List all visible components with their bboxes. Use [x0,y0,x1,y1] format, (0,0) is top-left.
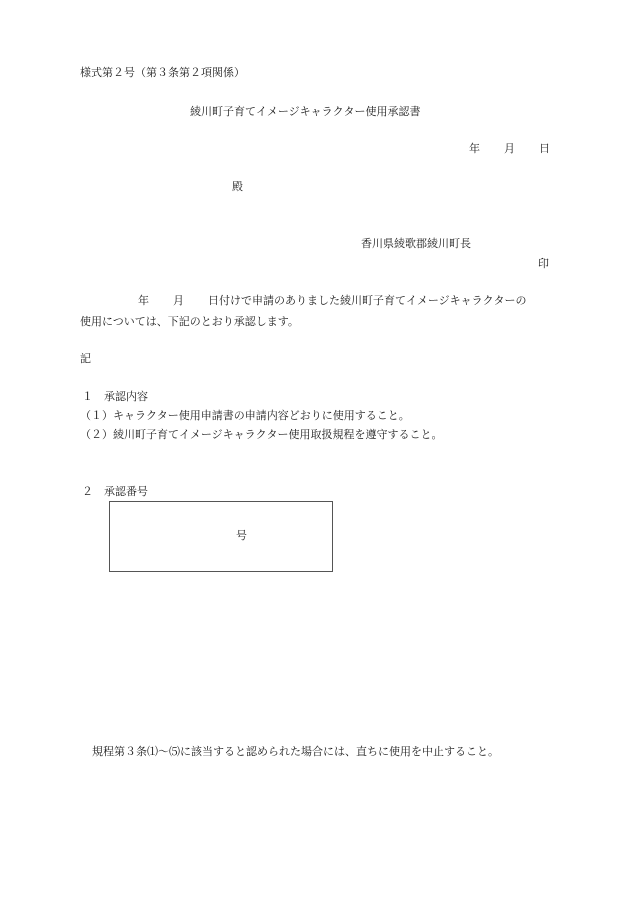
approval-number-box [109,501,333,572]
seal-mark: 印 [538,257,549,270]
issuer-name: 香川県綾歌郡綾川町長 [361,237,471,250]
section1-heading: １ 承認内容 [82,390,148,403]
section2-heading: ２ 承認番号 [82,485,148,498]
section1-item-1: （１）キャラクター使用申請書の申請内容どおりに使用すること。 [80,409,410,422]
document-title: 綾川町子育てイメージキャラクター使用承認書 [190,105,421,118]
footer-note: 規程第３条⑴～⑸に該当すると認められた場合には、直ちに使用を中止すること。 [92,745,499,758]
body-line1: 日付けで申請のありました綾川町子育てイメージキャラクターの [208,294,527,307]
body-line2: 使用については、下記のとおり承認します。 [80,315,299,328]
body-year: 年 [138,294,149,307]
section1-item-2: （２）綾川町子育てイメージキャラクター使用取扱規程を遵守すること。 [80,428,443,441]
ki-heading: 記 [80,352,91,365]
approval-number-suffix: 号 [236,529,247,542]
date-year: 年 [469,142,480,155]
addressee-suffix: 殿 [232,180,243,193]
date-month: 月 [504,142,515,155]
body-month: 月 [173,294,184,307]
form-number: 様式第２号（第３条第２項関係） [80,66,245,79]
date-day: 日 [539,142,550,155]
